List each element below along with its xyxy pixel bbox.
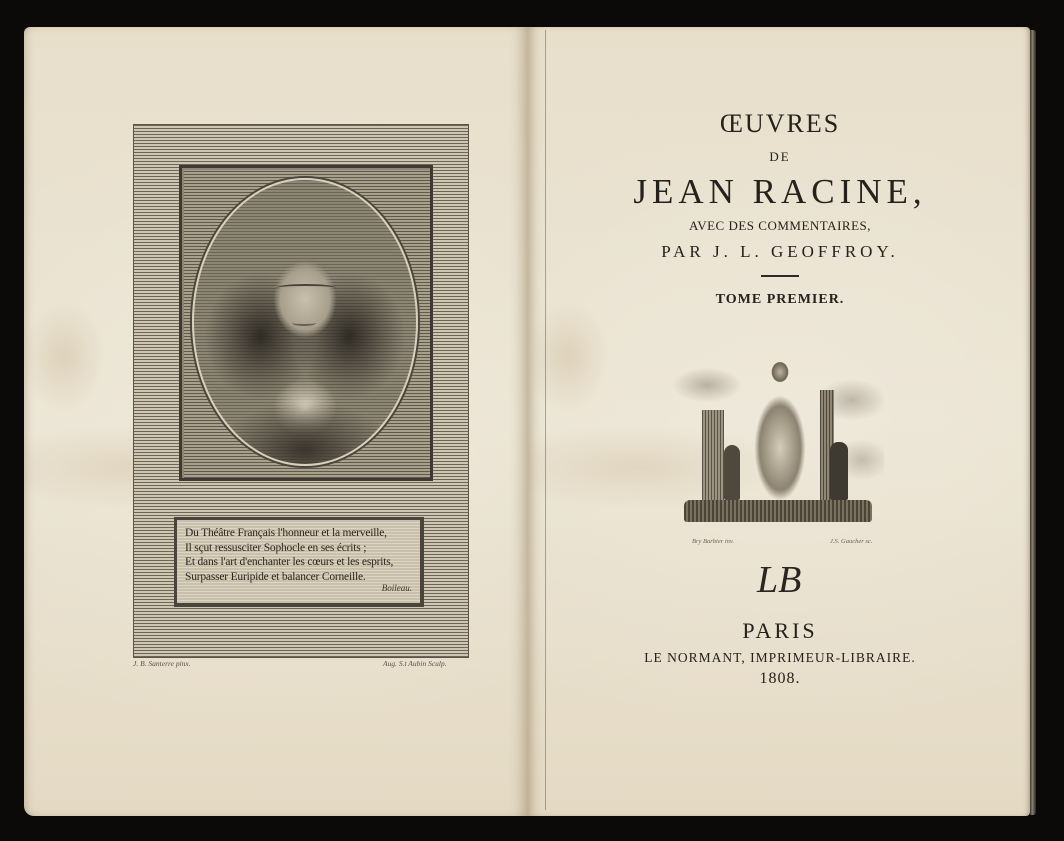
- verse-attribution: Boileau.: [381, 583, 412, 593]
- vignette-pedestal: [684, 500, 872, 522]
- verse-line-2: Il sçut ressusciter Sophocle en ses écrits ;: [185, 541, 367, 554]
- vignette-designer-credit: Bry Barbier inv.: [692, 538, 734, 545]
- verse-line-4: Surpasser Euripide et balancer Corneille.: [185, 570, 366, 583]
- vignette-child-figure: [724, 445, 740, 500]
- imprint-year: 1808.: [759, 670, 801, 687]
- verse-line-3: Et dans l'art d'enchanter les cœurs et les esprits,: [185, 556, 394, 568]
- subtitle: AVEC DES COMMENTAIRES,: [689, 218, 871, 233]
- imprint-publisher: LE NORMANT, IMPRIMEUR-LIBRAIRE.: [644, 650, 916, 665]
- racine-portrait-image: [192, 178, 418, 466]
- author-name: JEAN RACINE,: [633, 172, 927, 211]
- title-oeuvres: ŒUVRES: [719, 109, 841, 138]
- title-de: DE: [769, 149, 791, 164]
- verse-line-1: Du Théâtre Français l'honneur et la merveille,: [185, 527, 387, 539]
- vignette-seated-muse: [744, 358, 814, 503]
- frontispiece-plate: [133, 124, 469, 658]
- fore-edge: [1030, 30, 1036, 815]
- title-rule-divider: [761, 275, 799, 277]
- volume-label: TOME PREMIER.: [715, 292, 845, 307]
- vignette-sphinx: [830, 442, 848, 500]
- gutter-fold: [545, 30, 546, 810]
- portrait-frame: [179, 165, 433, 481]
- vignette-altar: [702, 410, 724, 502]
- engraver-credit: Aug. S.t Aubin Sculp.: [383, 659, 447, 668]
- title-block: [560, 108, 1000, 309]
- publisher-monogram-icon: LB: [757, 559, 802, 601]
- portrait-mouth: [292, 320, 316, 326]
- verse-caption-box: [174, 517, 424, 607]
- imprint-city: PARIS: [742, 618, 818, 643]
- editor-line: PAR J. L. GEOFFROY.: [661, 242, 899, 261]
- portrait-eyes: [276, 284, 336, 292]
- painter-credit: J. B. Santerre pinx.: [133, 659, 191, 668]
- allegorical-vignette-image: [672, 350, 884, 530]
- imprint-block: [560, 618, 1000, 689]
- vignette-engraver-credit: J.S. Gaucher sc.: [830, 538, 873, 545]
